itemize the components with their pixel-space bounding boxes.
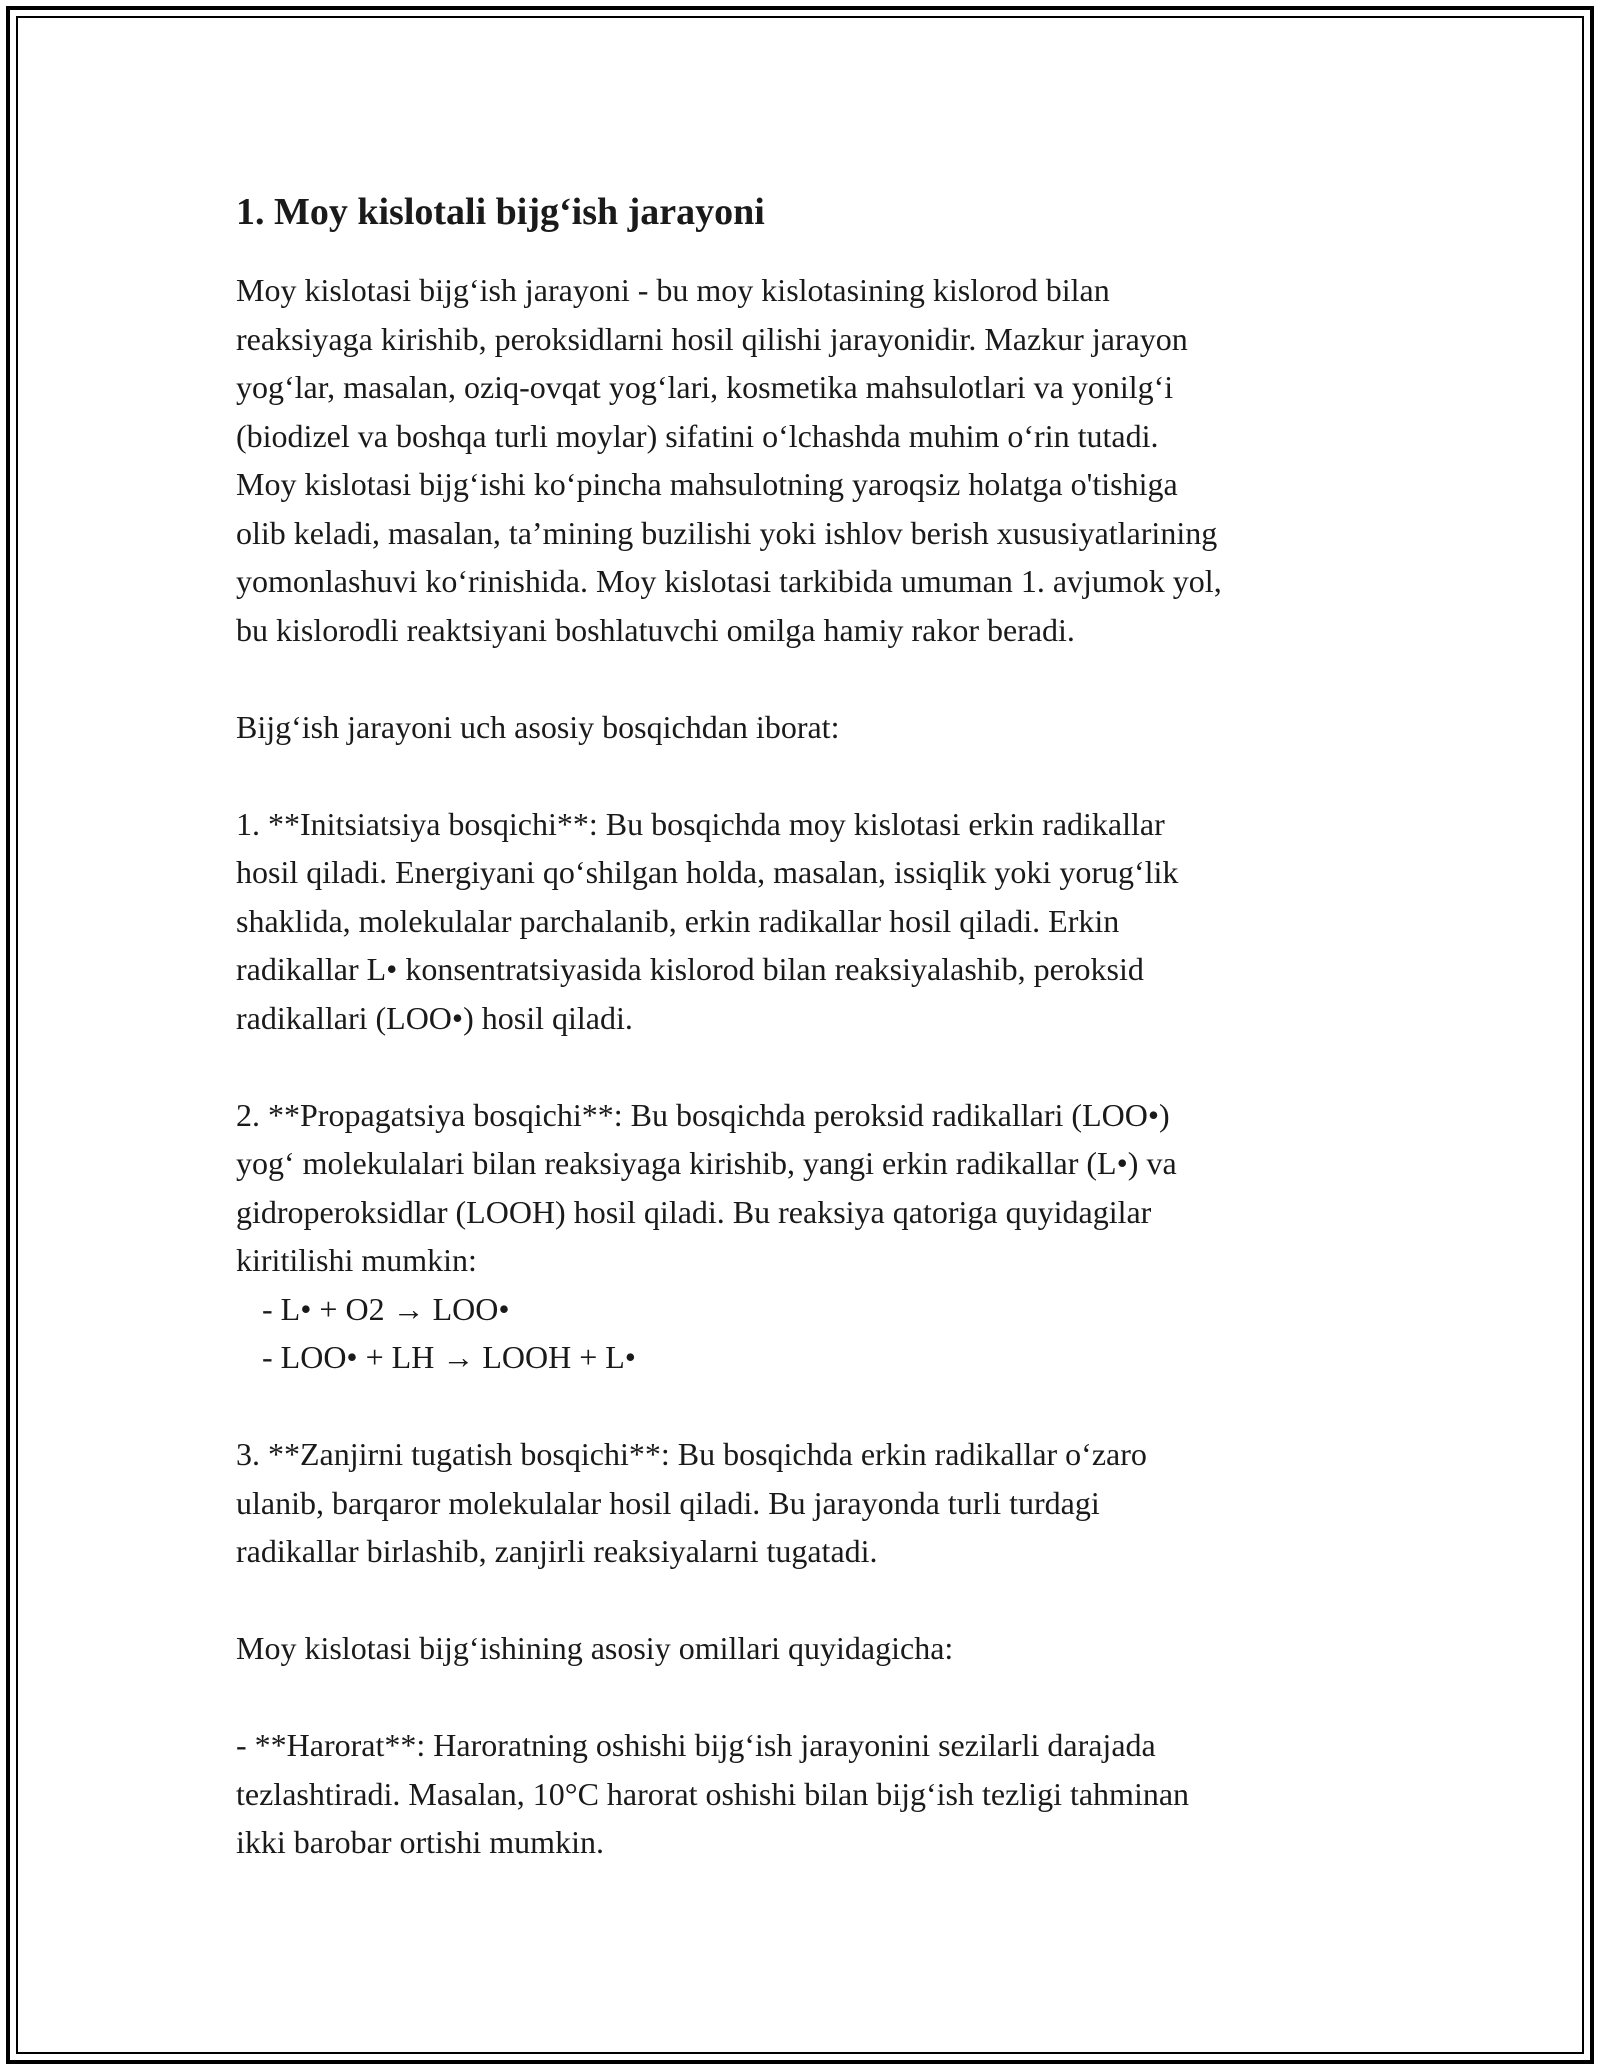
stage-line: radikallar birlashib, zanjirli reaksiyalarni tugatadi.	[236, 1533, 878, 1569]
intro-line: Moy kislotasi bijg‘ishi ko‘pincha mahsulotning yaroqsiz holatga o'tishiga	[236, 466, 1178, 502]
factors-intro: Moy kislotasi bijg‘ishining asosiy omillari quyidagicha:	[236, 1630, 954, 1666]
stage-line: gidroperoksidlar (LOOH) hosil qiladi. Bu reaksiya qatoriga quyidagilar	[236, 1193, 1152, 1230]
stage-line: 3. **Zanjirni tugatish bosqichi**: Bu bosqichda erkin radikallar o‘zaro	[236, 1436, 1147, 1472]
stage-line: radikallar L• konsentratsiyasida kislorod bilan reaksiyalashib, peroksid	[236, 951, 1144, 987]
intro-line: Moy kislotasi bijg‘ish jarayoni - bu moy kislotasining kislorod bilan	[236, 272, 1110, 308]
factor-line: - **Harorat**: Haroratning oshishi bijg‘ish jarayonini sezilarli darajada	[236, 1727, 1156, 1763]
stage-line: hosil qiladi. Energiyani qo‘shilgan holda, masalan, issiqlik yoki yorug‘lik	[236, 854, 1179, 890]
reaction-formula: - L• + O2 → LOO•	[262, 1290, 510, 1327]
section-title: 1. Moy kislotali bijg‘ish jarayoni	[236, 191, 765, 233]
stage-termination	[236, 1430, 1376, 1576]
stage-line: kiritilishi mumkin:	[236, 1242, 477, 1278]
intro-line: bu kislorodli reaktsiyani boshlatuvchi omilga hamiy rakor beradi.	[236, 611, 1075, 648]
stage-line: radikallari (LOO•) hosil qiladi.	[236, 999, 633, 1036]
intro-paragraph	[236, 266, 1376, 654]
stage-line: 2. **Propagatsiya bosqichi**: Bu bosqichda peroksid radikallari (LOO•)	[236, 1096, 1170, 1133]
stage-line: yog‘ molekulalari bilan reaksiyaga kirishib, yangi erkin radikallar (L•) va	[236, 1145, 1177, 1181]
intro-line: yog‘lar, masalan, oziq-ovqat yog‘lari, kosmetika mahsulotlari va yonilg‘i	[236, 369, 1174, 405]
intro-line: (biodizel va boshqa turli moylar) sifatini o‘lchashda muhim o‘rin tutadi.	[236, 417, 1159, 454]
stage-propagation	[236, 1091, 1376, 1382]
intro-line: yomonlashuvi ko‘rinishida. Moy kislotasi tarkibida umuman 1. avjumok yol,	[236, 563, 1222, 599]
factor-line: tezlashtiradi. Masalan, 10°C harorat oshishi bilan bijg‘ish tezligi tahminan	[236, 1775, 1190, 1812]
stage-line: 1. **Initsiatsiya bosqichi**: Bu bosqichda moy kislotasi erkin radikallar	[236, 805, 1165, 842]
stages-intro: Bijg‘ish jarayoni uch asosiy bosqichdan iborat:	[236, 708, 840, 745]
stage-line: ulanib, barqaror molekulalar hosil qiladi. Bu jarayonda turli turdagi	[236, 1484, 1100, 1521]
factor-temperature	[236, 1721, 1376, 1867]
intro-line: reaksiyaga kirishib, peroksidlarni hosil qilishi jarayonidir. Mazkur jarayon	[236, 320, 1188, 357]
factor-line: ikki barobar ortishi mumkin.	[236, 1824, 604, 1860]
intro-line: olib keladi, masalan, ta’mining buzilishi yoki ishlov berish xususiyatlarining	[236, 514, 1218, 551]
document-body	[236, 186, 1376, 1867]
stage-initiation	[236, 800, 1376, 1043]
stage-line: shaklida, molekulalar parchalanib, erkin radikallar hosil qiladi. Erkin	[236, 902, 1120, 939]
reaction-formula: - LOO• + LH → LOOH + L•	[262, 1339, 636, 1375]
